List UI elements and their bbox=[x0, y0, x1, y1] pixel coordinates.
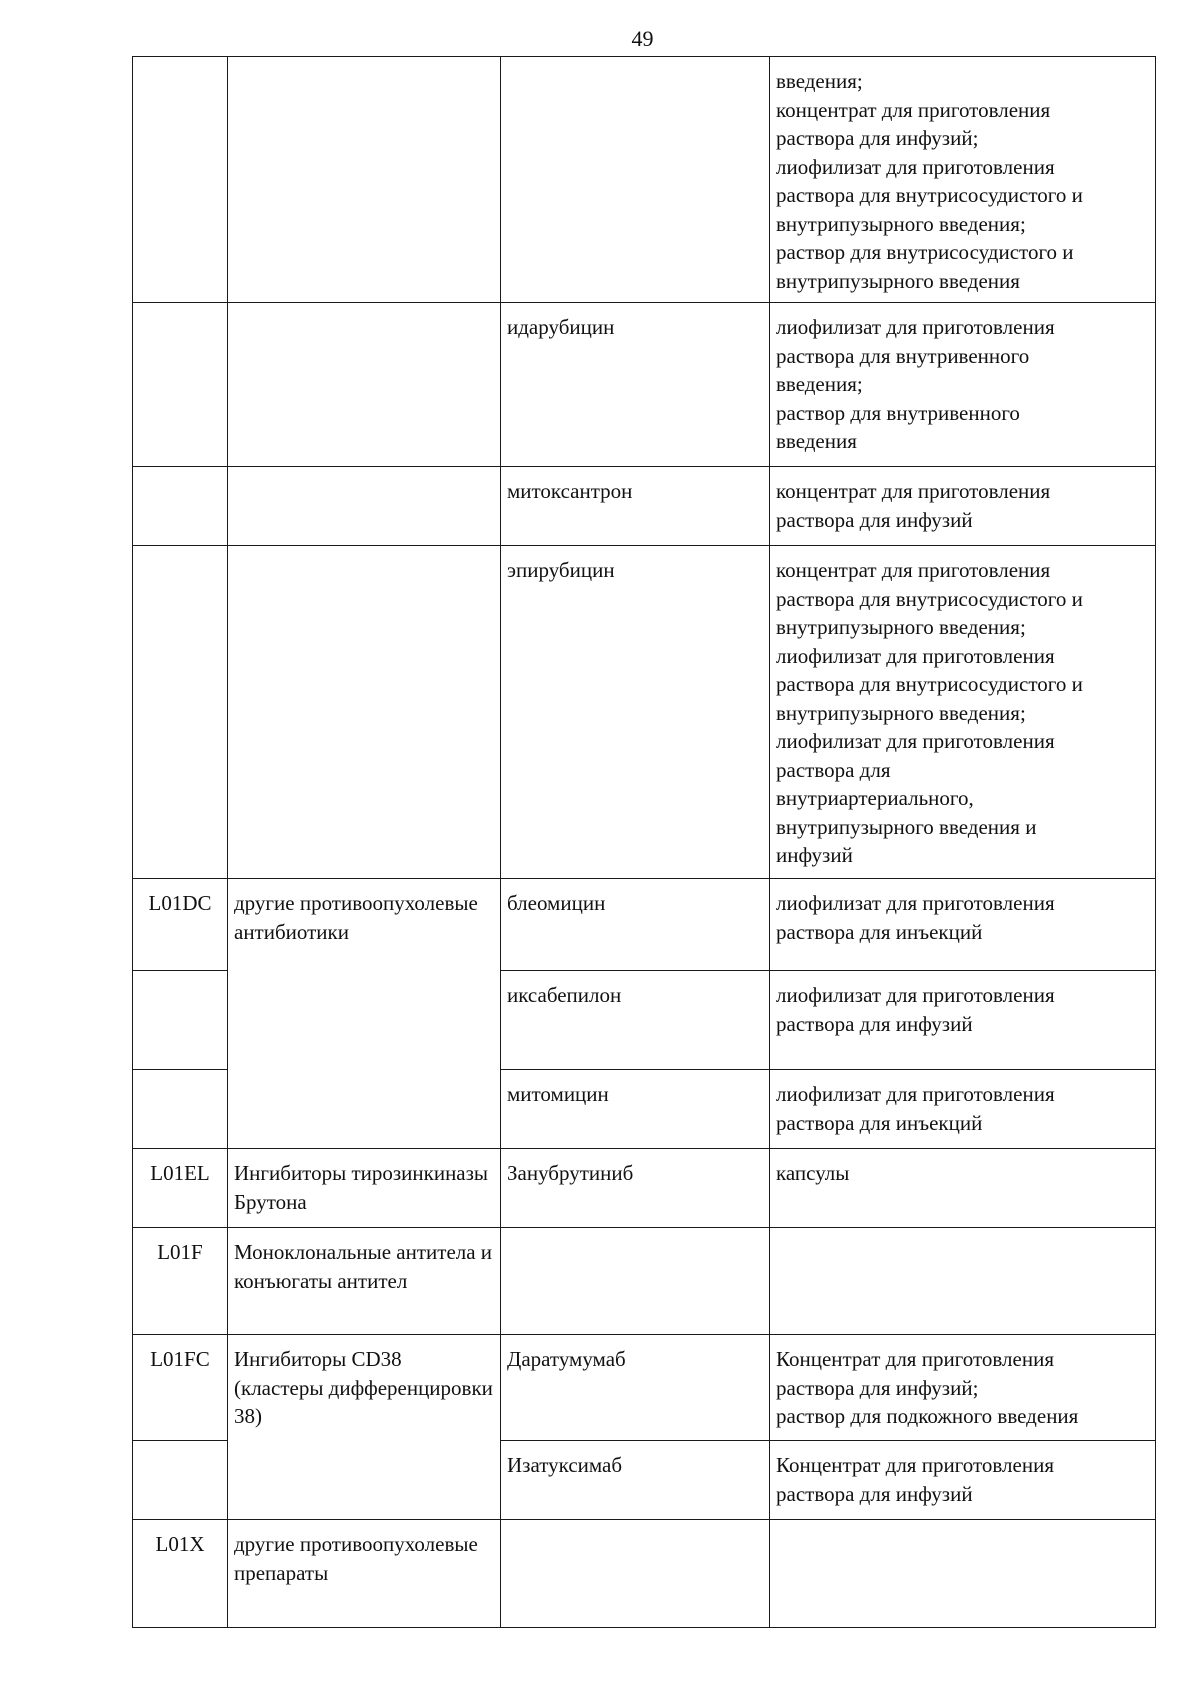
atc-code-cell: L01FC bbox=[133, 1335, 228, 1441]
dosage-form-cell bbox=[770, 1520, 1156, 1628]
drug-name-cell: Даратумумаб bbox=[501, 1335, 770, 1441]
dosage-form-line: раствора для инфузий bbox=[776, 1011, 973, 1036]
dosage-form-line: раствора для инфузий bbox=[776, 507, 973, 532]
atc-code-cell: L01X bbox=[133, 1520, 228, 1628]
atc-code-cell bbox=[133, 546, 228, 879]
group-name-cell: Ингибиторы CD38 (кластеры дифференцировки 38) bbox=[228, 1335, 501, 1520]
dosage-form-line: Концентрат для приготовления bbox=[776, 1453, 1054, 1477]
table-row bbox=[133, 1335, 1156, 1441]
dosage-form-line: лиофилизат для приготовления bbox=[776, 315, 1055, 339]
drug-name-cell: эпирубицин bbox=[501, 546, 770, 879]
drug-name-cell: идарубицин bbox=[501, 303, 770, 467]
atc-code-cell bbox=[133, 1070, 228, 1149]
dosage-form-line: капсулы bbox=[776, 1161, 850, 1185]
atc-code-cell: L01EL bbox=[133, 1149, 228, 1228]
dosage-form-line: лиофилизат для приготовления bbox=[776, 154, 1055, 179]
table-row bbox=[133, 1520, 1156, 1628]
dosage-form-line: раствора для внутривенного bbox=[776, 343, 1030, 368]
dosage-form-line: концентрат для приготовления bbox=[776, 479, 1051, 503]
group-name-cell: Моноклональные антитела и конъюгаты антител bbox=[228, 1228, 501, 1335]
drug-name-cell: митомицин bbox=[501, 1070, 770, 1149]
dosage-form-line: концентрат для приготовления bbox=[776, 97, 1051, 122]
dosage-form-line: раствор для внутривенного bbox=[776, 400, 1020, 425]
group-name-cell bbox=[228, 303, 501, 467]
group-name-cell bbox=[228, 467, 501, 546]
dosage-form-line: лиофилизат для приготовления bbox=[776, 983, 1055, 1007]
dosage-form-line: раствора для инфузий; bbox=[776, 126, 979, 150]
atc-code-cell: L01DC bbox=[133, 879, 228, 971]
dosage-form-line: Концентрат для приготовления bbox=[776, 1347, 1054, 1371]
table-row bbox=[133, 546, 1156, 879]
drug-name-cell bbox=[501, 57, 770, 303]
dosage-form-line: инфузий bbox=[776, 843, 853, 867]
table-row bbox=[133, 1149, 1156, 1228]
atc-code-cell bbox=[133, 57, 228, 303]
table-row bbox=[133, 1228, 1156, 1335]
dosage-form-cell bbox=[770, 879, 1156, 971]
drug-table bbox=[132, 56, 1156, 1628]
dosage-form-line: раствора для внутрисосудистого и bbox=[776, 183, 1083, 207]
dosage-form-line: раствора для инфузий; bbox=[776, 1375, 979, 1400]
group-name-cell: Ингибиторы тирозинкиназы Брутона bbox=[228, 1149, 501, 1228]
dosage-form-cell bbox=[770, 1228, 1156, 1335]
dosage-form-line: раствора для инъекций bbox=[776, 1110, 983, 1135]
dosage-form-line: раствор для подкожного введения bbox=[776, 1404, 1079, 1428]
dosage-form-line: раствора для bbox=[776, 757, 891, 782]
table-row bbox=[133, 879, 1156, 971]
drug-name-cell: митоксантрон bbox=[501, 467, 770, 546]
dosage-form-line: раствора для внутрисосудистого и bbox=[776, 672, 1083, 696]
dosage-form-line: внутрипузырного введения bbox=[776, 268, 1020, 293]
table-row bbox=[133, 467, 1156, 546]
atc-code-cell bbox=[133, 971, 228, 1070]
dosage-form-line: концентрат для приготовления bbox=[776, 558, 1051, 582]
dosage-form-line: внутриартериального, bbox=[776, 786, 974, 810]
drug-name-cell: Занубрутиниб bbox=[501, 1149, 770, 1228]
dosage-form-line: лиофилизат для приготовления bbox=[776, 643, 1055, 668]
dosage-form-line: лиофилизат для приготовления bbox=[776, 1082, 1055, 1106]
dosage-form-cell bbox=[770, 1335, 1156, 1441]
dosage-form-line: внутрипузырного введения; bbox=[776, 700, 1026, 725]
dosage-form-line: лиофилизат для приготовления bbox=[776, 891, 1055, 915]
atc-code-cell bbox=[133, 303, 228, 467]
dosage-form-cell bbox=[770, 303, 1156, 467]
atc-code-cell: L01F bbox=[133, 1228, 228, 1335]
atc-code-cell bbox=[133, 1441, 228, 1520]
atc-code-cell bbox=[133, 467, 228, 546]
dosage-form-line: раствора для инфузий bbox=[776, 1481, 973, 1506]
dosage-form-line: лиофилизат для приготовления bbox=[776, 729, 1055, 753]
dosage-form-line: раствора для инъекций bbox=[776, 919, 983, 944]
dosage-form-line: внутрипузырного введения; bbox=[776, 211, 1026, 236]
group-name-cell bbox=[228, 57, 501, 303]
page-number: 49 bbox=[631, 26, 654, 51]
drug-name-cell: блеомицин bbox=[501, 879, 770, 971]
table-row bbox=[133, 303, 1156, 467]
drug-name-cell: иксабепилон bbox=[501, 971, 770, 1070]
drug-name-cell bbox=[501, 1228, 770, 1335]
group-name-cell bbox=[228, 546, 501, 879]
dosage-form-cell bbox=[770, 1441, 1156, 1520]
group-name-cell: другие противоопухолевые антибиотики bbox=[228, 879, 501, 1149]
dosage-form-cell bbox=[770, 546, 1156, 879]
dosage-form-line: введения; bbox=[776, 372, 863, 396]
dosage-form-cell bbox=[770, 57, 1156, 303]
dosage-form-line: внутрипузырного введения и bbox=[776, 814, 1037, 839]
drug-name-cell bbox=[501, 1520, 770, 1628]
dosage-form-line: раствор для внутрисосудистого и bbox=[776, 240, 1074, 264]
table-row bbox=[133, 57, 1156, 303]
dosage-form-line: введения bbox=[776, 429, 857, 453]
dosage-form-cell bbox=[770, 467, 1156, 546]
dosage-form-line: внутрипузырного введения; bbox=[776, 615, 1026, 639]
group-name-cell: другие противоопухолевые препараты bbox=[228, 1520, 501, 1628]
dosage-form-line: введения; bbox=[776, 69, 863, 93]
dosage-form-cell bbox=[770, 1070, 1156, 1149]
dosage-form-line: раствора для внутрисосудистого и bbox=[776, 586, 1083, 611]
dosage-form-cell bbox=[770, 971, 1156, 1070]
dosage-form-cell bbox=[770, 1149, 1156, 1228]
drug-name-cell: Изатуксимаб bbox=[501, 1441, 770, 1520]
